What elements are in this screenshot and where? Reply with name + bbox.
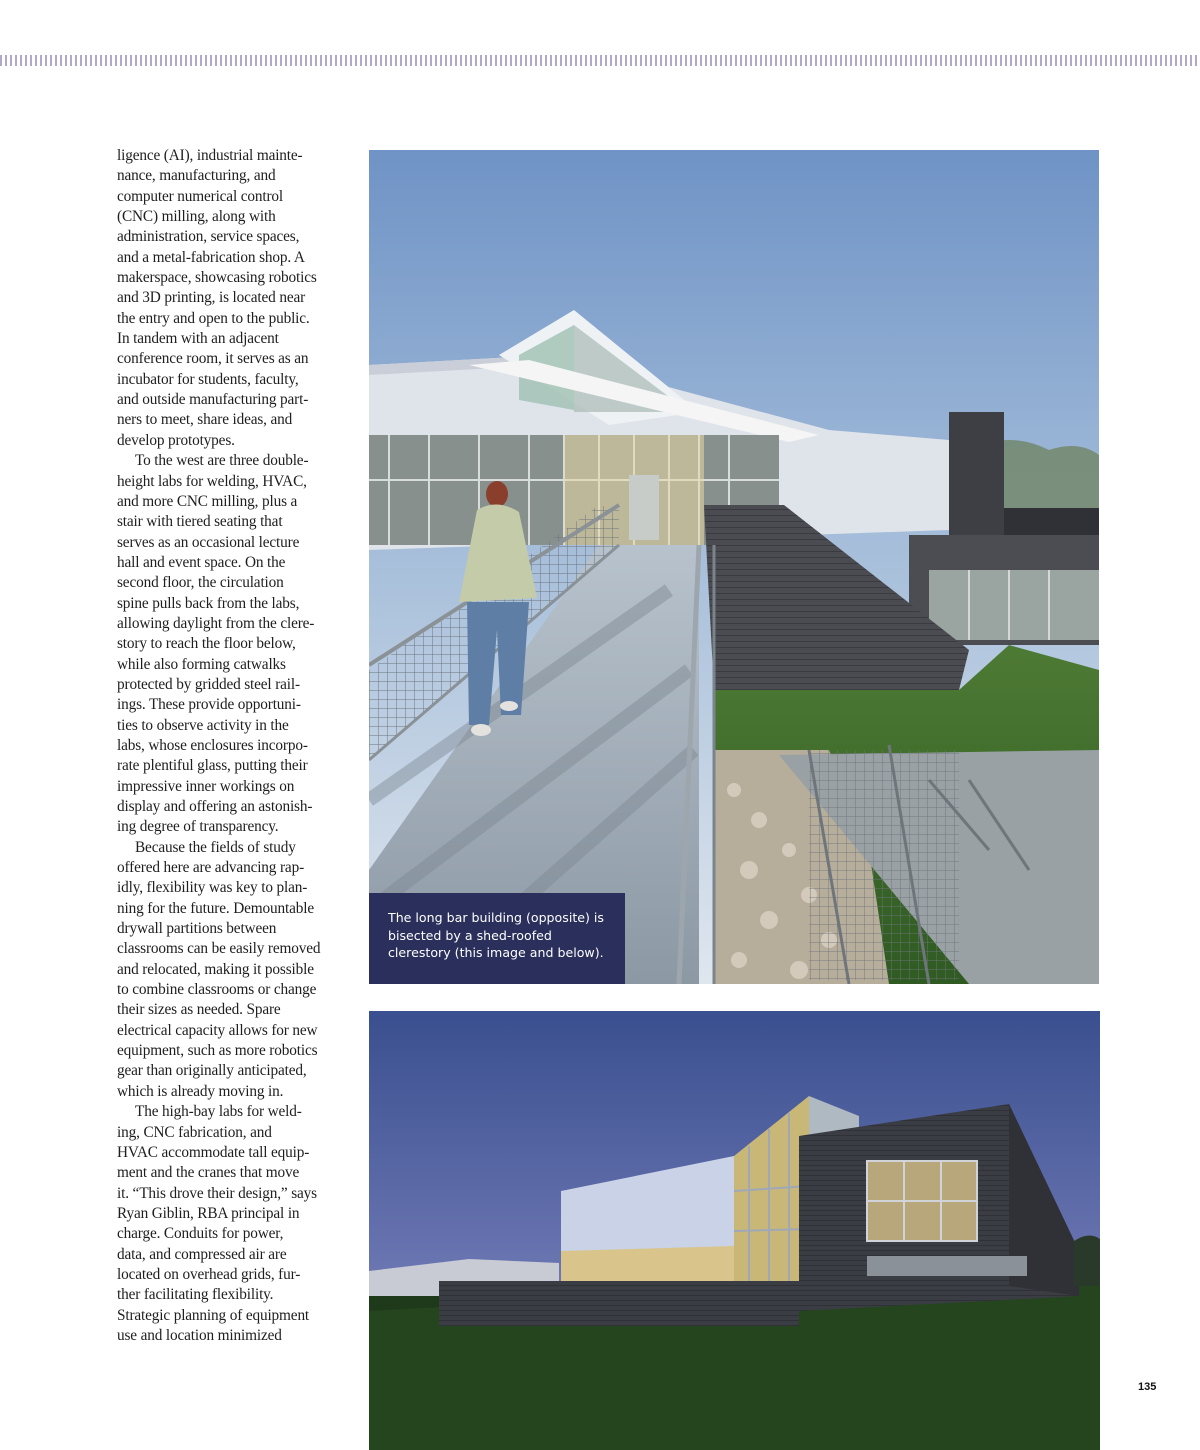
body-line: Ryan Giblin, RBA principal in bbox=[117, 1204, 300, 1222]
body-line: ing, CNC fabrication, and bbox=[117, 1123, 272, 1141]
body-line: to combine classrooms or change bbox=[117, 981, 317, 999]
photo-building-exterior-dusk bbox=[369, 1011, 1100, 1450]
body-line: offered here are advancing rap- bbox=[117, 859, 305, 877]
body-line: charge. Conduits for power, bbox=[117, 1225, 284, 1243]
caption-line: The long bar building (opposite) is bbox=[388, 910, 604, 925]
body-line: second floor, the circulation bbox=[117, 574, 284, 592]
body-line: story to reach the floor below, bbox=[117, 635, 296, 653]
body-line: computer numerical control bbox=[117, 187, 284, 205]
body-line: ther facilitating flexibility. bbox=[117, 1286, 274, 1304]
body-line: data, and compressed air are bbox=[117, 1245, 287, 1263]
body-line: ning for the future. Demountable bbox=[117, 899, 314, 917]
body-line: it. “This drove their design,” says bbox=[117, 1184, 317, 1202]
body-line: protected by gridded steel rail- bbox=[117, 675, 300, 693]
body-line: and relocated, making it possible bbox=[117, 960, 314, 978]
body-line: use and location minimized bbox=[117, 1326, 282, 1344]
article-body-text bbox=[117, 146, 343, 1346]
body-line: develop prototypes. bbox=[117, 431, 235, 449]
body-line: ligence (AI), industrial mainte- bbox=[117, 147, 303, 164]
body-line: hall and event space. On the bbox=[117, 553, 286, 571]
body-line: In tandem with an adjacent bbox=[117, 330, 279, 348]
body-line: display and offering an astonish- bbox=[117, 798, 313, 815]
body-line: ing degree of transparency. bbox=[117, 818, 279, 836]
body-line: and more CNC milling, plus a bbox=[117, 492, 298, 510]
body-line: idly, flexibility was key to plan- bbox=[117, 879, 308, 897]
body-line: rate plentiful glass, putting their bbox=[117, 757, 308, 775]
body-line: drywall partitions between bbox=[117, 920, 277, 938]
body-line: electrical capacity allows for new bbox=[117, 1021, 318, 1039]
body-line: classrooms can be easily removed bbox=[117, 940, 321, 958]
body-line: which is already moving in. bbox=[117, 1082, 284, 1100]
body-line: impressive inner workings on bbox=[117, 777, 295, 795]
photo-building-entry-ramp bbox=[369, 150, 1099, 984]
body-line: HVAC accommodate tall equip- bbox=[117, 1143, 310, 1161]
body-line: gear than originally anticipated, bbox=[117, 1062, 307, 1080]
body-line: (CNC) milling, along with bbox=[117, 208, 276, 226]
body-line: their sizes as needed. Spare bbox=[117, 1001, 281, 1019]
body-line: conference room, it serves as an bbox=[117, 350, 309, 368]
caption-line: bisected by a shed-roofed bbox=[388, 927, 552, 943]
body-line: ties to observe activity in the bbox=[117, 716, 289, 734]
body-line: and outside manufacturing part- bbox=[117, 391, 309, 409]
body-line: makerspace, showcasing robotics bbox=[117, 269, 317, 287]
body-line: incubator for students, faculty, bbox=[117, 370, 299, 388]
photo-caption bbox=[369, 893, 625, 984]
body-line: Because the fields of study bbox=[135, 838, 296, 856]
body-line: Strategic planning of equipment bbox=[117, 1306, 310, 1324]
body-line: and 3D printing, is located near bbox=[117, 289, 306, 307]
body-line: ners to meet, share ideas, and bbox=[117, 411, 293, 429]
body-line: stair with tiered seating that bbox=[117, 513, 283, 531]
body-line: ings. These provide opportuni- bbox=[117, 696, 301, 714]
body-line: and a metal-fabrication shop. A bbox=[117, 248, 305, 266]
body-line: located on overhead grids, fur- bbox=[117, 1265, 301, 1283]
body-line: allowing daylight from the clere- bbox=[117, 614, 315, 632]
body-line: nance, manufacturing, and bbox=[117, 167, 276, 185]
body-line: ment and the cranes that move bbox=[117, 1164, 300, 1182]
body-line: administration, service spaces, bbox=[117, 228, 300, 246]
decorative-top-rule bbox=[0, 55, 1200, 66]
body-line: height labs for welding, HVAC, bbox=[117, 472, 307, 490]
body-line: the entry and open to the public. bbox=[117, 309, 310, 327]
body-line: spine pulls back from the labs, bbox=[117, 594, 300, 612]
body-line: while also forming catwalks bbox=[117, 655, 286, 673]
body-line: To the west are three double- bbox=[135, 452, 309, 470]
body-line: equipment, such as more robotics bbox=[117, 1042, 318, 1060]
caption-line: clerestory (this image and below). bbox=[388, 945, 604, 960]
page-number: 135 bbox=[1138, 1381, 1157, 1393]
body-line: labs, whose enclosures incorpo- bbox=[117, 736, 308, 754]
body-line: serves as an occasional lecture bbox=[117, 533, 300, 551]
body-line: The high-bay labs for weld- bbox=[135, 1103, 302, 1121]
